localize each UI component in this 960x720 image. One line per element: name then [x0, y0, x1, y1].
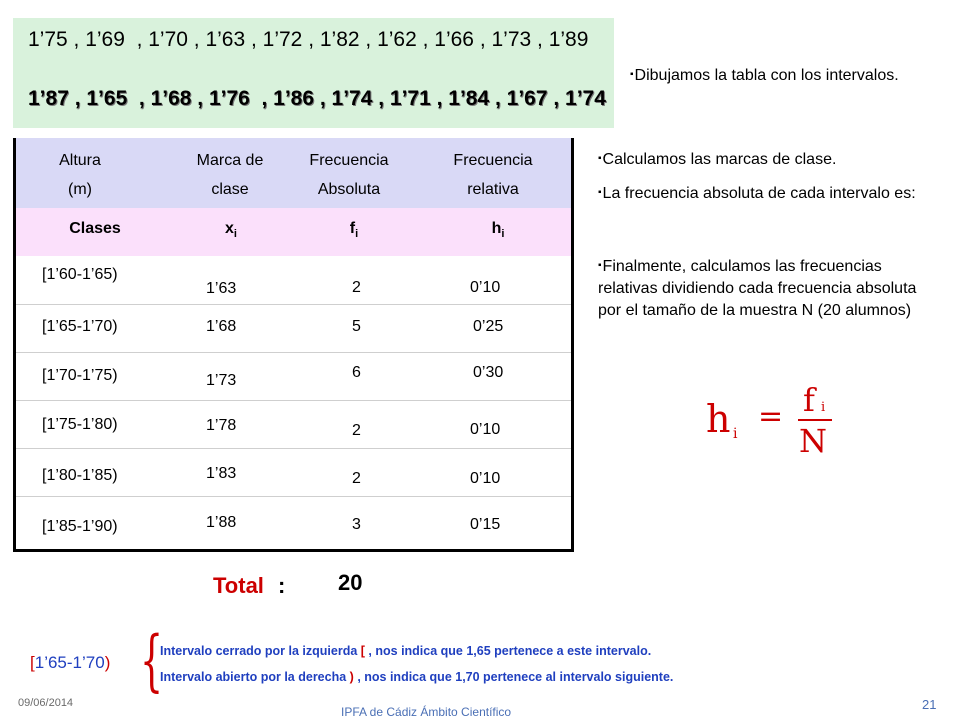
- cell-interval: [1’80-1’85): [42, 467, 118, 484]
- data-row-1: 1’75 , 1’69 , 1’70 , 1’63 , 1’72 , 1’82 , 1’62 , 1’66 , 1’73 , 1’89: [28, 28, 589, 51]
- brace-icon: {: [140, 622, 164, 699]
- formula-h-sub: i: [733, 426, 738, 442]
- cell-class-mark: 1’88: [206, 514, 237, 531]
- subheader-x: $x_i$: [225, 220, 237, 241]
- header-absolute-frequency: Frecuencia Absoluta: [309, 152, 389, 198]
- total-value: 20: [338, 570, 363, 595]
- cell-class-mark: 1’78: [206, 417, 237, 434]
- row-divider: [16, 304, 571, 305]
- formula-n: N: [799, 422, 827, 458]
- row-divider: [16, 352, 571, 353]
- cell-relative-frequency: 0’10: [470, 421, 501, 438]
- row-divider: [16, 400, 571, 401]
- formula-h: h: [706, 397, 731, 441]
- note-absolute-frequency: ▪La frecuencia absoluta de cada intervalo es:: [598, 185, 916, 202]
- page-number: 21: [922, 697, 937, 712]
- footer-institution: IPFA de Cádiz Ámbito Científico: [341, 705, 512, 719]
- formula-equals: =: [758, 399, 784, 434]
- cell-interval: [1’75-1’80): [42, 416, 118, 433]
- header-relative-frequency: Frecuencia relativa: [453, 152, 533, 198]
- cell-absolute-frequency: 2: [352, 470, 361, 487]
- cell-class-mark: 1’83: [206, 465, 237, 482]
- cell-relative-frequency: 0’10: [470, 279, 501, 296]
- note-relative-frequency: ▪Finalmente, calculamos las frecuencias relativas dividiendo cada frecuencia absoluta por el tamaño de la muestra N (20 alumnos): [598, 258, 917, 319]
- interval-example: [1’65-1’70): [30, 653, 111, 672]
- formula-f-sub: i: [821, 400, 826, 415]
- footer-date: 09/06/2014: [18, 697, 74, 709]
- header-height: Altura (m): [59, 152, 101, 198]
- cell-interval: [1’65-1’70): [42, 318, 118, 335]
- cell-class-mark: 1’73: [206, 372, 237, 389]
- cell-relative-frequency: 0’10: [470, 470, 501, 487]
- note-draw-table: ▪Dibujamos la tabla con los intervalos.: [630, 67, 899, 84]
- cell-absolute-frequency: 2: [352, 279, 361, 296]
- left-closed-note: Intervalo cerrado por la izquierda [ , nos indica que 1,65 pertenece a este intervalo.: [160, 644, 652, 658]
- total-label: Total: [213, 573, 264, 598]
- data-row-2: 1’87 , 1’65 , 1’68 , 1’76 , 1’86 , 1’74 , 1’71 , 1’84 , 1’67 , 1’74: [28, 87, 606, 110]
- cell-class-mark: 1’68: [206, 318, 237, 335]
- frequency-table: [13, 138, 574, 552]
- cell-class-mark: 1’63: [206, 280, 237, 297]
- right-open-note: Intervalo abierto por la derecha ) , nos indica que 1,70 pertenece al intervalo siguiente.: [160, 670, 674, 684]
- table-header: [16, 138, 571, 208]
- subheader-classes: Clases: [69, 220, 121, 237]
- formula-f: f: [803, 381, 815, 419]
- relative-frequency-formula: [700, 378, 850, 458]
- row-divider: [16, 448, 571, 449]
- cell-relative-frequency: 0’15: [470, 516, 501, 533]
- cell-interval: [1’70-1’75): [42, 367, 118, 384]
- cell-interval: [1’60-1’65): [42, 266, 118, 283]
- note-class-marks: ▪Calculamos las marcas de clase.: [598, 151, 837, 168]
- cell-relative-frequency: 0’30: [473, 364, 504, 381]
- subheader-h: $h_i$: [491, 220, 505, 241]
- cell-interval: [1’85-1’90): [42, 518, 118, 535]
- cell-absolute-frequency: 2: [352, 422, 361, 439]
- header-class-mark: Marca de clase: [196, 152, 264, 198]
- cell-absolute-frequency: 3: [352, 516, 361, 533]
- cell-relative-frequency: 0’25: [473, 318, 504, 335]
- total-colon: :: [278, 573, 286, 598]
- row-divider: [16, 496, 571, 497]
- cell-absolute-frequency: 6: [352, 364, 361, 381]
- subheader-f: $f_i$: [349, 220, 359, 241]
- cell-absolute-frequency: 5: [352, 318, 361, 335]
